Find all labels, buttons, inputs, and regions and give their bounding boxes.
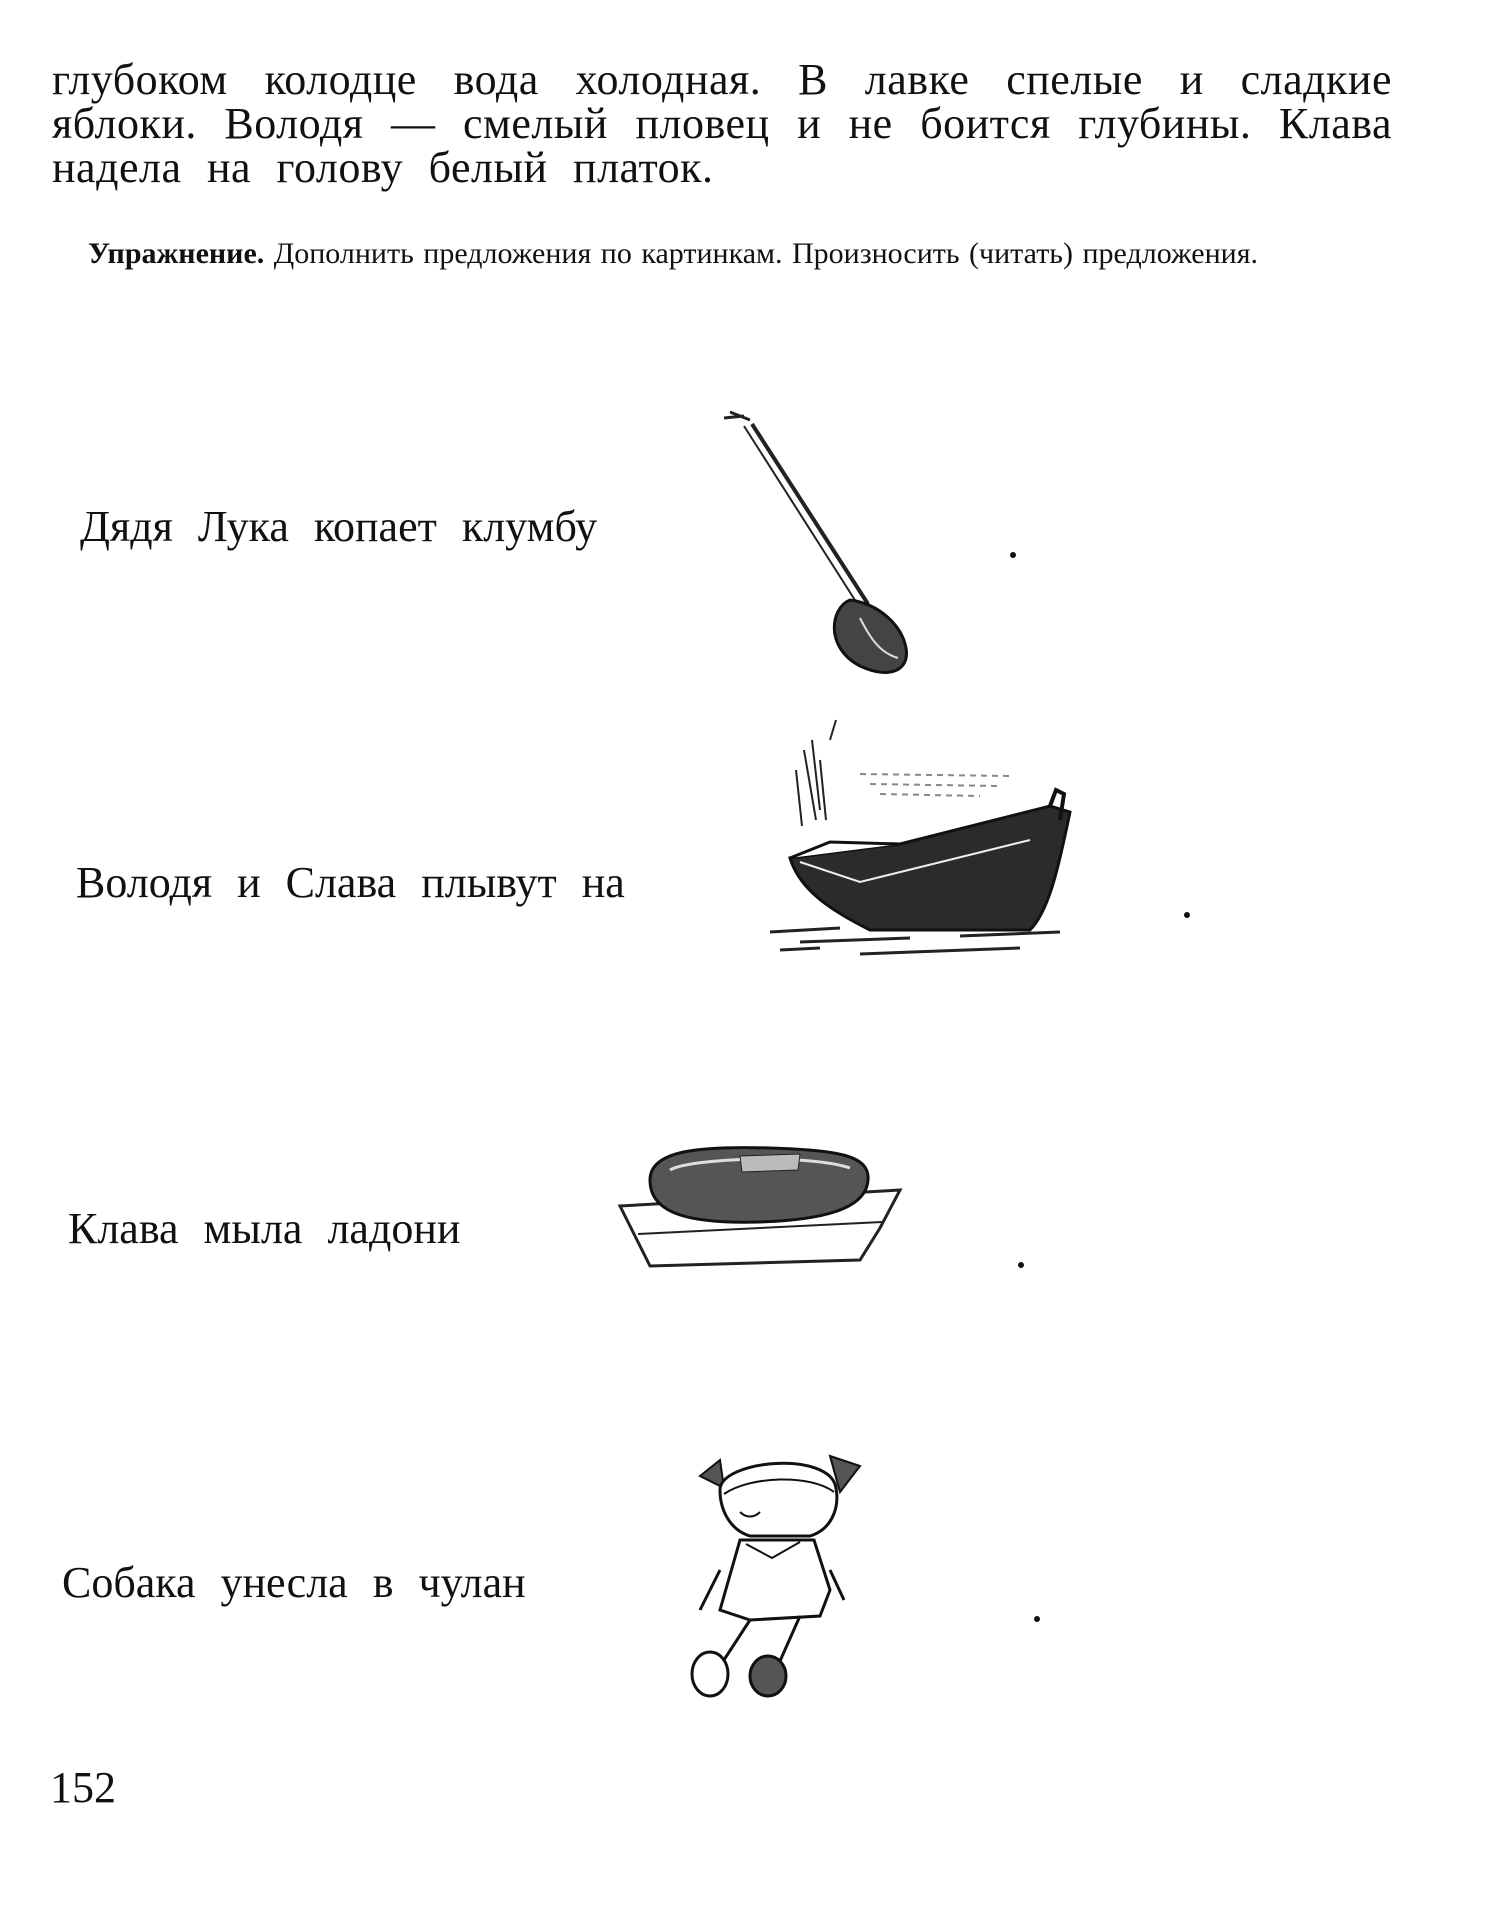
exercise-text: Дополнить предложения по картинкам. Произносить (читать) предложения. [273,237,1258,270]
exercise-instruction [52,234,1382,274]
sentence-4: Собака унесла в чулан [62,1558,526,1607]
doll-illustration [680,1440,880,1710]
boat-illustration [760,710,1080,980]
sentence-2: Володя и Слава плывут на [76,858,625,907]
page-number: 152 [50,1763,116,1812]
soap-illustration [610,1110,910,1280]
sentence-1: Дядя Лука копает клумбу [80,502,598,551]
sentence-3: Клава мыла ладони [68,1204,461,1253]
exercise-label: Упражнение. [88,237,265,270]
sentence-4-period [1034,1616,1040,1622]
sentence-2-period [1184,912,1190,918]
shovel-illustration [710,408,930,688]
sentence-3-period [1018,1262,1024,1268]
intro-paragraph: глубоком колодце вода холодная. В лавке спелые и сладкие яблоки. Володя — смелый пловец и не боится глубины. Клава надела на голову белый платок. [52,55,1392,192]
sentence-1-period [1010,552,1016,558]
